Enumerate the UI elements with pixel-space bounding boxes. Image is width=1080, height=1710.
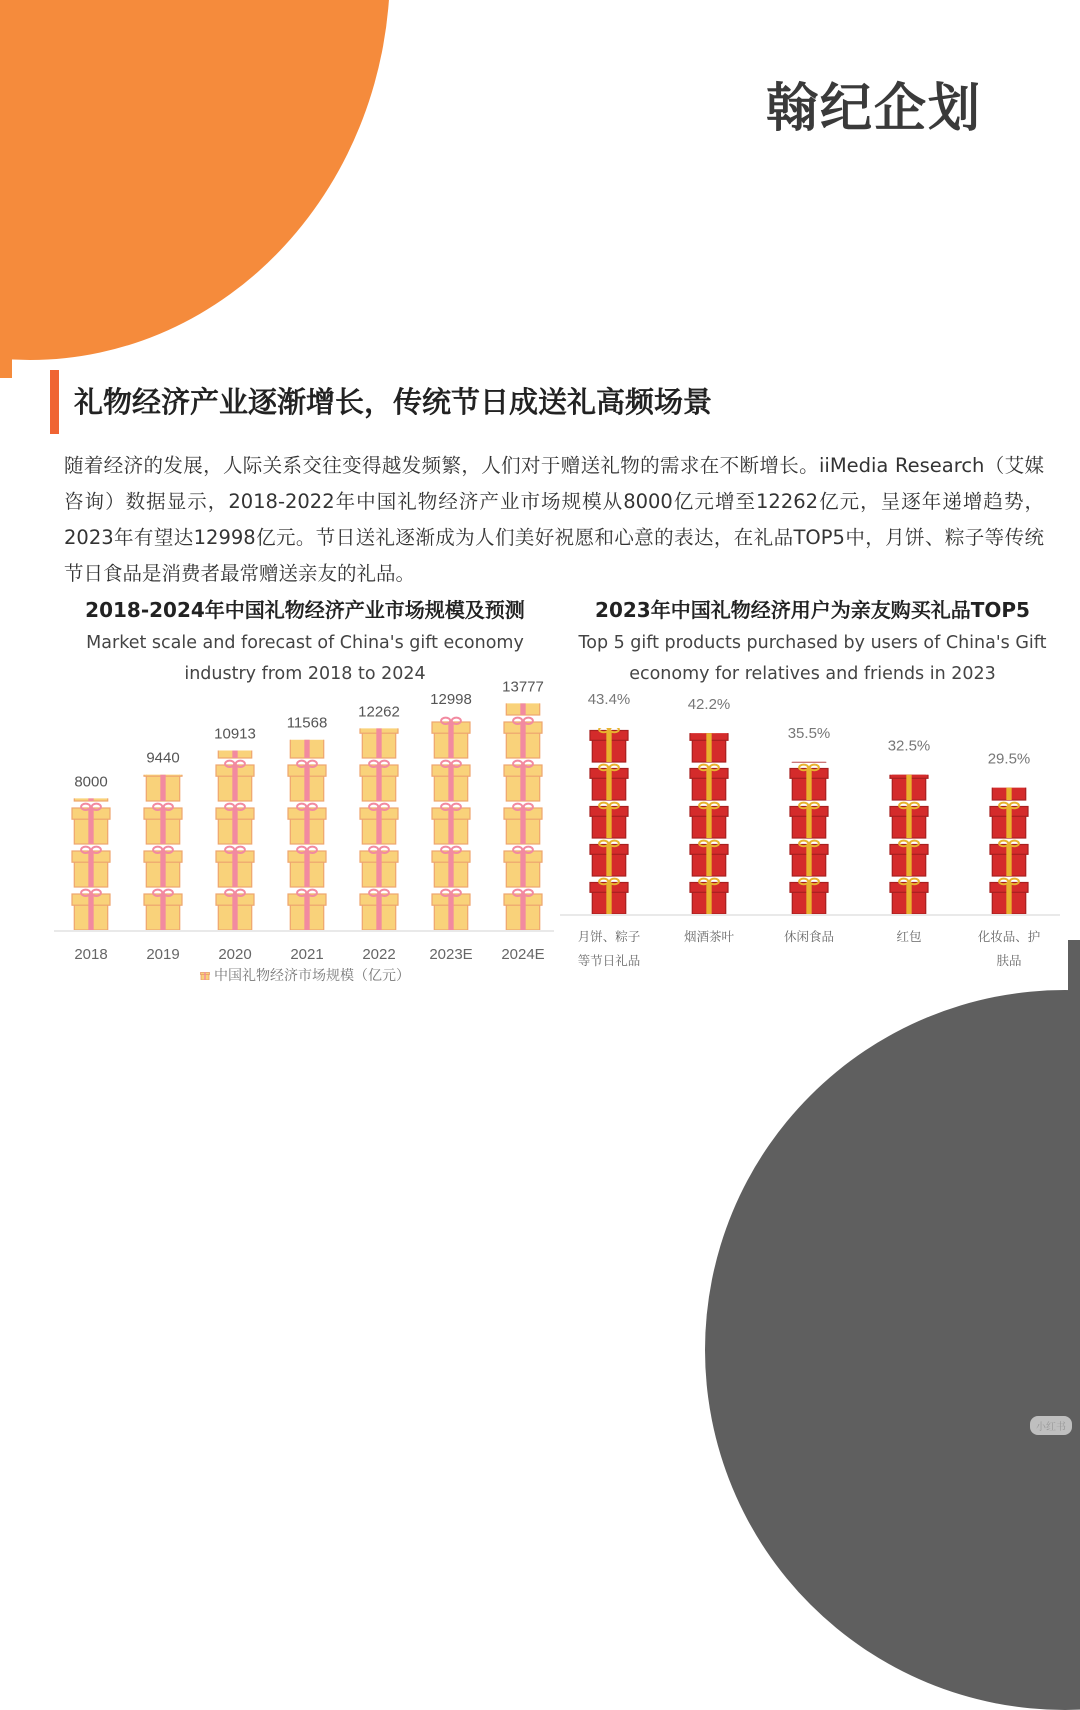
gift-box-icon [288,847,326,887]
gift-box-icon [432,804,470,844]
gift-box-icon [590,727,628,762]
watermark: 小红书 [1030,1416,1072,1435]
body-paragraph: 随着经济的发展，人际关系交往变得越发频繁，人们对于赠送礼物的需求在不断增长。iiMedia Research（艾媒咨询）数据显示，2018-2022年中国礼物经济产业市场规模从8000亿元增至12262亿元，呈逐年递增趋势，2023年有望达12998亿元。节日送礼逐渐成为人们美好祝愿和心意的表达，在礼品TOP5中，月饼、粽子等传统节日食品是消费者最常赠送亲友的礼品。 [64,454,1044,585]
x-tick-label: 等节日礼品 [577,953,641,968]
gift-box-icon [72,718,110,758]
chart-legend [200,965,410,985]
gift-box-icon [360,761,398,801]
gift-box-icon [790,765,828,800]
gift-box-icon [790,689,828,724]
gift-box-icon [360,718,398,758]
gift-stack-bar [72,718,110,930]
gift-box-icon [216,761,254,801]
x-tick-label: 2024E [501,946,545,963]
data-label: 29.5% [987,750,1031,768]
gift-box-icon [890,803,928,838]
data-label: 35.5% [787,724,831,742]
data-label: 43.4% [587,691,631,708]
gift-box-icon [504,632,542,672]
gift-box-icon [890,841,928,876]
gray-circle-decoration [705,990,1080,1710]
orange-circle-decoration [0,0,390,360]
section-title: 礼物经济产业逐渐增长，传统节日成送礼高频场景 [74,385,713,419]
gift-box-icon [72,804,110,844]
gift-box-icon [504,890,542,930]
gift-box-icon [590,803,628,838]
gift-box-icon [590,765,628,800]
gift-stack-bar [432,675,470,930]
gift-box-icon [432,847,470,887]
gift-stack-bar [288,675,326,930]
gift-stack-bar [590,689,628,914]
chart-subtitle: Top 5 gift products purchased by users of China's Gift economy for relatives and friends in 2023 [578,633,1047,684]
gift-box-icon [504,761,542,801]
gift-box-icon [72,890,110,930]
chart-title: 2023年中国礼物经济用户为亲友购买礼品TOP5 [595,598,1030,622]
x-tick-label: 2020 [218,946,252,963]
top5-gifts-plot [560,590,1065,1000]
gift-box-icon [790,803,828,838]
gift-box-icon [216,890,254,930]
x-tick-label: 2019 [146,946,180,963]
market-scale-plot [50,590,560,1000]
data-label: 11568 [286,714,328,732]
gift-box-icon [504,718,542,758]
gift-box-icon [72,847,110,887]
gift-box-icon [360,890,398,930]
gift-box-icon [690,727,728,762]
gift-box-icon [990,765,1028,800]
gift-box-icon [690,841,728,876]
gift-box-icon [790,841,828,876]
x-tick-label: 烟酒茶叶 [683,929,735,944]
gift-box-icon [990,879,1028,914]
x-tick-label: 月饼、粽子 [577,929,641,944]
gift-box-icon [890,765,928,800]
data-label: 13777 [502,678,544,696]
gift-stack-bar [690,689,728,914]
gift-box-icon [432,761,470,801]
x-tick-label: 2022 [362,946,396,963]
data-label: 10913 [214,725,256,743]
gift-stack-bar [504,632,542,930]
x-tick-label: 肤品 [996,953,1022,968]
gift-box-icon [690,765,728,800]
gray-band-decoration [1068,940,1080,1443]
gift-stack-bar [216,675,254,930]
gift-box-icon [288,890,326,930]
x-tick-label: 化妆品、护 [977,929,1041,944]
gift-box-icon [432,890,470,930]
gift-box-icon [216,847,254,887]
gift-box-icon [288,675,326,715]
gift-box-icon [144,890,182,930]
data-label: 9440 [146,749,180,767]
gift-box-icon [432,718,470,758]
gift-stack-bar [890,727,928,914]
gift-box-icon [990,803,1028,838]
orange-tab-decoration [0,330,12,378]
gift-box-icon [504,804,542,844]
gift-box-icon [360,847,398,887]
top5-gifts-chart [560,590,1065,1000]
gift-box-icon [690,803,728,838]
data-label: 12998 [430,691,472,709]
gift-box-icon [360,804,398,844]
gift-box-icon [790,879,828,914]
gift-box-icon [200,970,210,980]
gift-stack-bar [790,689,828,914]
brand-title: 翰纪企划 [765,79,982,139]
data-label: 8000 [74,773,108,791]
gift-box-icon [216,675,254,715]
data-label: 12262 [358,703,400,721]
gift-box-icon [216,804,254,844]
gift-box-icon [288,761,326,801]
gift-box-icon [504,847,542,887]
legend-label: 中国礼物经济市场规模（亿元） [214,968,410,984]
gift-box-icon [690,879,728,914]
x-tick-label: 休闲食品 [783,929,835,944]
gift-box-icon [144,804,182,844]
chart-subtitle: Market scale and forecast of China's gift economy industry from 2018 to 2024 [86,633,524,684]
x-tick-label: 2023E [429,946,473,963]
gift-box-icon [890,879,928,914]
x-tick-label: 2021 [290,946,324,963]
gift-box-icon [590,841,628,876]
gift-box-icon [144,847,182,887]
data-label: 32.5% [887,737,931,755]
x-tick-label: 2018 [74,946,108,963]
gift-box-icon [990,841,1028,876]
data-label: 42.2% [687,696,731,714]
x-tick-label: 红包 [896,929,922,944]
section-accent-bar [50,370,59,434]
chart-title: 2018-2024年中国礼物经济产业市场规模及预测 [85,598,525,622]
gift-box-icon [288,804,326,844]
gift-box-icon [590,879,628,914]
market-scale-chart [50,590,560,1000]
